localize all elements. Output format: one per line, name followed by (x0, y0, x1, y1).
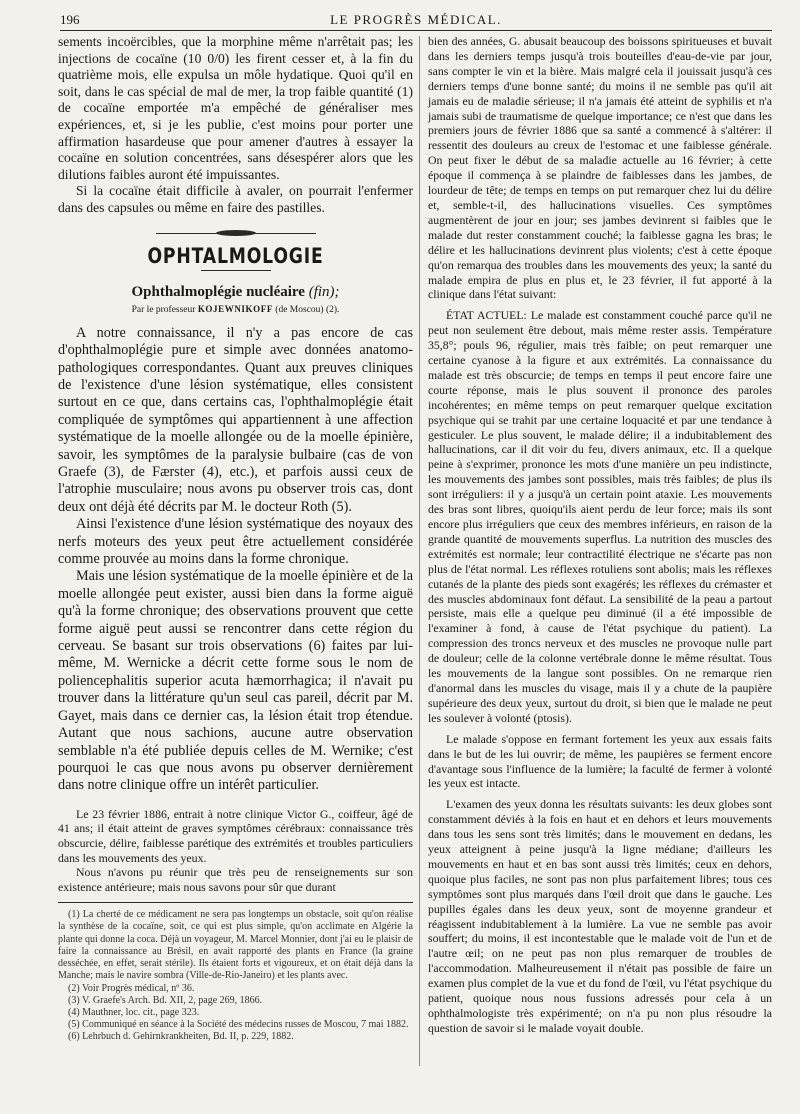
left-column (58, 34, 413, 1044)
footnote: (2) Voir Progrès médical, nº 36. (68, 982, 195, 994)
footnote: (4) Mauthner, loc. cit., page 323. (68, 1006, 200, 1018)
article-byline (58, 302, 413, 318)
right-column (428, 34, 772, 1036)
body-paragraph: ÉTAT ACTUEL: Le malade est constamment couché parce qu'il ne peut non seulement être debout, mais même rester assis. Température 35,8°; pouls 96, régulier, mais très faible; on peut remarquer une certaine cyanose à la figure et aux extrémités. La connaissance du malade est très obscurcie; de temps en temps il peut encore faire une courte réponse, mais le plus souvent il prononce des paroles incohérentes; en même temps on peut remarquer quelque excitation psychique qui se trahit par une certaine loquacité et par une tendance à gesticuler. Le plus souvent, le malade délire; il a indubitablement des hallucinations, car il dit voir du feu, divers animaux, etc. Il a quelque peine à s'exprimer, prononce les mots d'une manière un peu indistincte, les mouvements des jambes sont possibles, mais très faibles; de plus ils sont irréguliers: il y a jusqu'à un certain point ataxie. Les mouvements des bras sont libres, quoiqu'ils aient perdu de leur force; mais ils sont encore plus irréguliers que ceux des membres inférieurs, en raison de la grande quantité de mouvements superflus. La nutrition des muscles des extrémités est normale; leur contractilité électrique ne s'écarte pas non plus de l'état normal. Les réflexes rotuliens sont abolis; mais les réflexes cutanés de la plante des pieds sont exagérés; les réflexes du crémaster et des muscles abdominaux font défaut. La sensibilité de la peau a partout persiste, mais elle a quelque peu diminué (il a été impossible de l'examiner à fond, à cause de l'état psychique du patient). La compression des troncs nerveux et des muscles ne provoque nulle part de douleur; celle de la colonne vertébrale donne le même résultat. Tous les mouvements de la langue sont possibles. On ne remarque rien d'anormal dans les muscles du visage, mais il y a chute de la paupière supérieure des deux yeux, surtout du droit, si bien que le malade ne peut les soulever à volonté (ptosis). (428, 308, 772, 725)
byline-prefix: Par le professeur (131, 305, 196, 316)
body-paragraph: Mais une lésion systématique de la moelle épinière et de la moelle allongée peut exister, aussi bien dans la forme aiguë qu'à la forme chronique; des observations prouvent que cette forme aiguë peut aussi se rencontrer dans cette région du cerveau. Se basant sur trois observations (6) faites par lui-même, M. Wernicke a décrit cette forme sous le nom de poliencephalitis superior acuta hæmorrhagica; il n'avait pu trouver dans la littérature qu'un seul cas pareil, décrit par M. Gayet, mais dans ce dernier cas, la lésion était trop étendue. Autant que nous sachions, aucune autre observation semblable n'a été publiée depuis celles de M. Wernike; c'est pourquoi le cas que nous avons pu observer dernièrement dans notre clinique offre un intérêt particulier. (58, 568, 413, 794)
footnotes (58, 909, 413, 1043)
case-paragraph: Le 23 février 1886, entrait à notre clinique Victor G., coiffeur, âgé de 41 ans; il était atteint de graves symptômes cérébraux: connaissance très obscurcie, délire, faiblesse parétique des extrémités et troubles particuliers dans les mouvements des yeux. (58, 806, 413, 865)
intro-paragraph: Si la cocaïne était difficile à avaler, on pourrait l'enfermer dans des capsules ou même en faire des pastilles. (58, 183, 413, 215)
journal-title: LE PROGRÈS MÉDICAL. (330, 12, 502, 27)
footnotes-rule (58, 902, 413, 903)
column-divider (419, 36, 420, 1066)
body-paragraph: Ainsi l'existence d'une lésion systématique des noyaux des nerfs moteurs des yeux peut être actuellement considérée comme prouvée au moins dans la forme chronique. (58, 516, 413, 568)
footnote: (5) Communiqué en séance à la Société des médecins russes de Moscou, 7 mai 1882. (68, 1019, 409, 1031)
body-paragraph: bien des années, G. abusait beaucoup des boissons spiritueuses et buvait dans les derniers temps jusqu'à trois bouteilles d'eau-de-vie par jour, sans compter le vin et la bière. Mais malgré cela il jouissait jusqu'à ces derniers temps d'une bonne santé; du moins il ne semble pas qu'il ait jamais eu de maladie sérieuse; il n'a jamais été atteint de syphilis et n'a jamais subi de traumatisme de quelque importance; ce n'est que dans les premiers jours de février 1886 que sa santé a commencé à s'altérer: il ressentit des douleurs au creux de l'estomac et une faiblesse générale. On peut fixer le début de sa maladie actuelle au 16 février; à cette époque il commença à se plaindre de faiblesses dans les jambes, de lourdeur de tête; de temps en temps on put remarquer chez lui du délire et, semble-t-il, des hallucinations visuelles. Ces symptômes augmentèrent de jour en jour; ses jambes devinrent si faibles que le malade dut rester constamment couché; la faiblesse gagna les bras; le délire et les hallucinations devinrent plus violents; c'est à cette époque qu'on remarqua des troubles dans les mouvements des yeux; la santé du malade empira de plus en plus et, le 23 février, il fut apporté à la clinique dans l'état suivant: (428, 34, 772, 302)
page-number: 196 (60, 12, 80, 27)
author-name: KOJEWNIKOFF (197, 304, 273, 315)
page-header (60, 8, 772, 31)
case-paragraph: Nous n'avons pu réunir que très peu de renseignements sur son existence antérieure; mais nous savons pour sûr que durant (58, 865, 413, 894)
ornamental-divider (156, 229, 316, 239)
byline-suffix: (de Moscou) (2). (275, 305, 340, 316)
article-title-suffix: (fin); (308, 283, 340, 300)
article-title-text: Ophthalmoplégie nucléaire (131, 283, 305, 300)
section-title: OPHTALMOLOGIE (147, 243, 324, 268)
body-paragraph: L'examen des yeux donna les résultats suivants: les deux globes sont constamment déviés à la fois en haut et en dehors et leurs mouvements dans tous les sens sont très limités; dans le mouvement en dedans, les yeux atteignent à peine jusqu'à la ligne médiane; d'ailleurs les mouvements en haut et en bas sont aussi très limités; ceux en dehors, quoique plus faciles, ne sont pas non plus parfaitement libres; tous ces symptômes sont plus marqués dans l'œil droit que dans le gauche. Les pupilles égales dans les deux yeux, sont de moyenne grandeur et réagissent indubitablement à la lumière. La vue ne semble pas avoir souffert; du moins, il est incontestable que le malade voit de l'un et de l'autre œil; on ne peut pas non plus remarquer de troubles de l'accommodation. Malheureusement il n'était pas possible de faire un examen plus complet de la vue et du fond de l'œil, vu l'état psychique du patient, quoique nous nous fussions adressés pour cela à un ophthalmologiste très expérimenté; on n'a pu non plus résoudre la question de savoir si le malade voyait double. (428, 797, 772, 1035)
article-title (58, 285, 413, 300)
body-paragraph: A notre connaissance, il n'y a pas encore de cas d'ophthalmoplégie pure et simple avec données anatomo-pathologiques correspondantes. Quant aux preuves cliniques de l'existence d'une lésion systématique, elles consistent surtout en ce que, dans certains cas, l'ophthalmoplégie était compliquée de symptômes qui appartiennent à une affection systématique de la moelle allongée ou de la moelle épinière, savoir, les symptômes de la paralysie bulbaire (cas de von Graefe (3), de Færster (4), etc.), et parfois aussi ceux de l'atrophie musculaire; nous avons pu observer trois cas, dont deux ont déjà été décrits par M. le docteur Roth (5). (58, 324, 413, 515)
intro-paragraph: sements incoërcibles, que la morphine même n'arrêtait pas; les injections de cocaïne (10 0/0) les firent cesser et, à la fin du quatrième mois, elle expulsa un môle hydatique. Quoi qu'il en soit, dans le cas spécial de mal de mer, la trop faible quantité (1) de cocaïne emportée m'a empêché de généraliser mes expériences, et, si je les publie, c'est moins pour porter une affirmation hasardeuse que pour amener d'autres à essayer la cocaïne en solution concentrées, sans désespérer alors que les dilutions faibles auront été impuissantes. (58, 34, 413, 182)
footnote: (3) V. Graefe's Arch. Bd. XII, 2, page 269, 1866. (68, 994, 263, 1006)
footnote: (1) La cherté de ce médicament ne sera pas longtemps un obstacle, soit qu'on réalise la synthèse de la cocaïne, soit, ce qui est plus simple, qu'on acclimate en Algérie la plante qui donne la coca. Déjà un voyageur, M. Marcel Monnier, dont j'ai eu le plaisir de faire la connaissance au Brésil, en avait rapporté des plants en France (la graine desséchée, en effet, serait stérile). Ils étaient forts et vigoureux, et on était déjà dans la Manche; mais le navire sombra (Ville-de-Rio-Janeiro) et les plants avec. (58, 909, 413, 982)
body-paragraph: Le malade s'oppose en fermant fortement les yeux aux essais faits dans le but de les lui ouvrir; de même, les paupières se ferment encore d'avantage sous l'influence de la lumière; la faculté de fermer à volonté les yeux est intacte. (428, 731, 772, 791)
title-rule (201, 270, 271, 271)
footnote: (6) Lehrbuch d. Gehirnkrankheiten, Bd. II, p. 229, 1882. (68, 1031, 294, 1043)
